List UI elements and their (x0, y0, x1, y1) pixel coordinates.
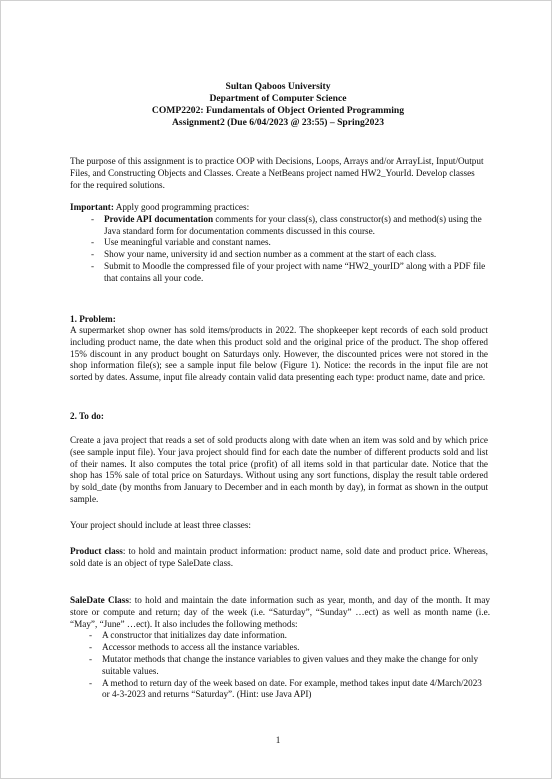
problem-paragraph: A supermarket shop owner has sold items/products in 2022. The shopkeeper kept records of each sold product including product name, the date when this product sold and the original price of the product. The shop offered 15% discount in any product bought on Saturdays only. However, the discounted prices were not stored in the shop information file(s); see a sample input file below (Figure 1). Notice: the records in the input file are not sorted by dates. Assume, input file already contain valid data presenting each type: product name, date and price. (70, 325, 488, 383)
saledate-section (70, 595, 490, 701)
product-class-text: : to hold and maintain product information: product name, sold date and product price. Whereas, sold date is an object of type SaleDate class. (70, 546, 488, 568)
classes-intro: Your project should include at least three classes: (70, 520, 251, 530)
list-item-text: Show your name, university id and section number as a comment at the start of each class. (104, 249, 437, 260)
saledate-paragraph (70, 595, 490, 630)
important-section (70, 202, 490, 285)
list-item-bold: Provide API documentation (104, 213, 214, 224)
list-item-text: comments for your class(s), class constructor(s) and method(s) using the Java standard form for documentation comments discussed in this course. (104, 213, 482, 236)
list-item-text: Use meaningful variable and constant names. (104, 237, 271, 248)
saledate-class-text: : to hold and maintain the date information such as year, month, and day of the month. It may store or compute and return; day of the week (i.e. “Saturday”, “Sunday” …ect) as well as month name (i.e. “May”, “June” …ect). It also includes the following methods: (70, 595, 490, 629)
assignment-title: Assignment2 (Due 6/04/2023 @ 23:55) – Spring2023 (172, 117, 384, 128)
important-text: Apply good programming practices: (113, 202, 250, 212)
todo-paragraph: Create a java project that reads a set of sold products along with date when an item was sold and by which price (see sample input file). Your java project should find for each date the number of different products sold and list of their names. It also computes the total price (profit) of all items sold in that particular date. Notice that the shop has 15% sale of total price on Saturdays. Without using any sort functions, display the result table ordered by sold_date (by months from January to December and in each month by day), in format as shown in the output sample. (70, 435, 488, 504)
list-item: - A constructor that initializes day date information. (86, 630, 488, 642)
important-label: Important: (70, 202, 114, 212)
product-class-label: Product class (70, 546, 123, 556)
page-number: 1 (275, 735, 281, 745)
saledate-class-label: SaleDate Class (70, 595, 129, 605)
list-item: - Mutator methods that change the instance variables to given values and they make the change for only suitable values. (86, 654, 488, 678)
course-title: COMP2202: Fundamentals of Object Oriented Programming (151, 105, 405, 116)
list-item: - A method to return day of the week based on date. For example, method takes input date 4/March/2023 or 4-3-2023 and returns “Saturday”. (Hint: use Java API) (86, 678, 488, 702)
todo-heading: 2. To do: (70, 411, 104, 421)
department-name: Department of Computer Science (209, 93, 347, 104)
important-list (88, 214, 490, 285)
list-item-text: Submit to Moodle the compressed file of your project with name “HW2_yourID” along with a PDF file that contains all your code. (104, 260, 486, 283)
product-class-paragraph (70, 546, 488, 570)
university-name: Sultan Qaboos University (225, 81, 331, 92)
problem-heading: 1. Problem: (70, 314, 116, 324)
intro-paragraph: The purpose of this assignment is to practice OOP with Decisions, Loops, Arrays and/or ArrayList, Input/Output Files, and Constructing Objects and Classes. Create a NetBeans project named HW2_YourId. Develop classes for the required solutions. (70, 156, 484, 190)
list-item (88, 249, 490, 261)
important-line (70, 202, 490, 214)
list-item (88, 237, 490, 249)
list-item (88, 261, 490, 285)
saledate-list (86, 630, 488, 701)
list-item (88, 214, 490, 238)
list-item: - Accessor methods to access all the instance variables. (86, 642, 488, 654)
